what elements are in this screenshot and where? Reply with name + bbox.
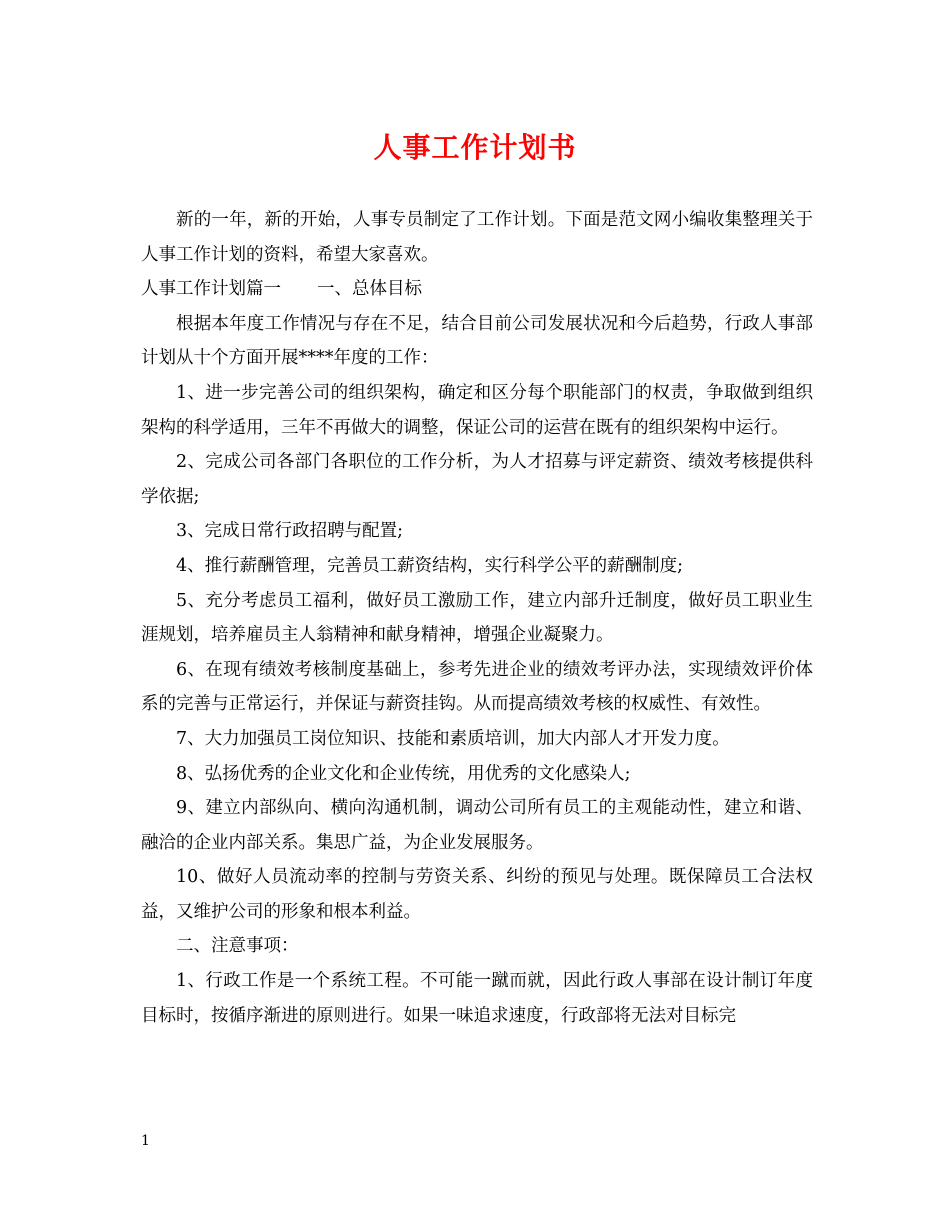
- list-item: 5、充分考虑员工福利，做好员工激励工作，建立内部升迁制度，做好员工职业生涯规划，培养雇员主人翁精神和献身精神，增强企业凝聚力。: [141, 590, 813, 646]
- list-item: 3、完成日常行政招聘与配置;: [176, 521, 404, 542]
- list-item: 8、弘扬优秀的企业文化和企业传统，用优秀的文化感染人;: [176, 763, 631, 784]
- list-item: 7、大力加强员工岗位知识、技能和素质培训，加大内部人才开发力度。: [176, 728, 730, 749]
- subsection-heading: 一、总体目标: [317, 279, 422, 300]
- section-heading: 人事工作计划篇一: [141, 279, 281, 300]
- list-item: 9、建立内部纵向、横向沟通机制，调动公司所有员工的主观能动性，建立和谐、融洽的企业内部关系。集思广益，为企业发展服务。: [141, 798, 813, 853]
- notes-heading: 二、注意事项：: [176, 936, 299, 957]
- section-heading-line: [141, 272, 813, 307]
- list-item: 2、完成公司各部门各职位的工作分析，为人才招募与评定薪资、绩效考核提供科学依据;: [141, 452, 813, 507]
- intro-paragraph: 新的一年，新的开始，人事专员制定了工作计划。下面是范文网小编收集整理关于人事工作计划的资料，希望大家喜欢。: [141, 210, 813, 265]
- list-item: 4、推行薪酬管理，完善员工薪资结构，实行科学公平的薪酬制度;: [176, 555, 684, 576]
- list-item: 10、做好人员流动率的控制与劳资关系、纠纷的预见与处理。既保障员工合法权益，又维护公司的形象和根本利益。: [141, 867, 813, 922]
- list-item: 1、行政工作是一个系统工程。不可能一蹴而就，因此行政人事部在设计制订年度目标时，按循序渐进的原则进行。如果一味追求速度，行政部将无法对目标完: [141, 971, 813, 1026]
- document-body: [141, 203, 813, 1033]
- overview-paragraph: 根据本年度工作情况与存在不足，结合目前公司发展状况和今后趋势，行政人事部计划从十个方面开展****年度的工作：: [141, 313, 813, 369]
- page-number: 1: [141, 1133, 150, 1149]
- list-item: 1、进一步完善公司的组织架构，确定和区分每个职能部门的权责，争取做到组织架构的科学适用，三年不再做大的调整，保证公司的运营在既有的组织架构中运行。: [141, 382, 813, 438]
- document-title: 人事工作计划书: [373, 131, 577, 164]
- list-item: 6、在现有绩效考核制度基础上，参考先进企业的绩效考评办法，实现绩效评价体系的完善与正常运行，并保证与薪资挂钩。从而提高绩效考核的权威性、有效性。: [141, 659, 813, 715]
